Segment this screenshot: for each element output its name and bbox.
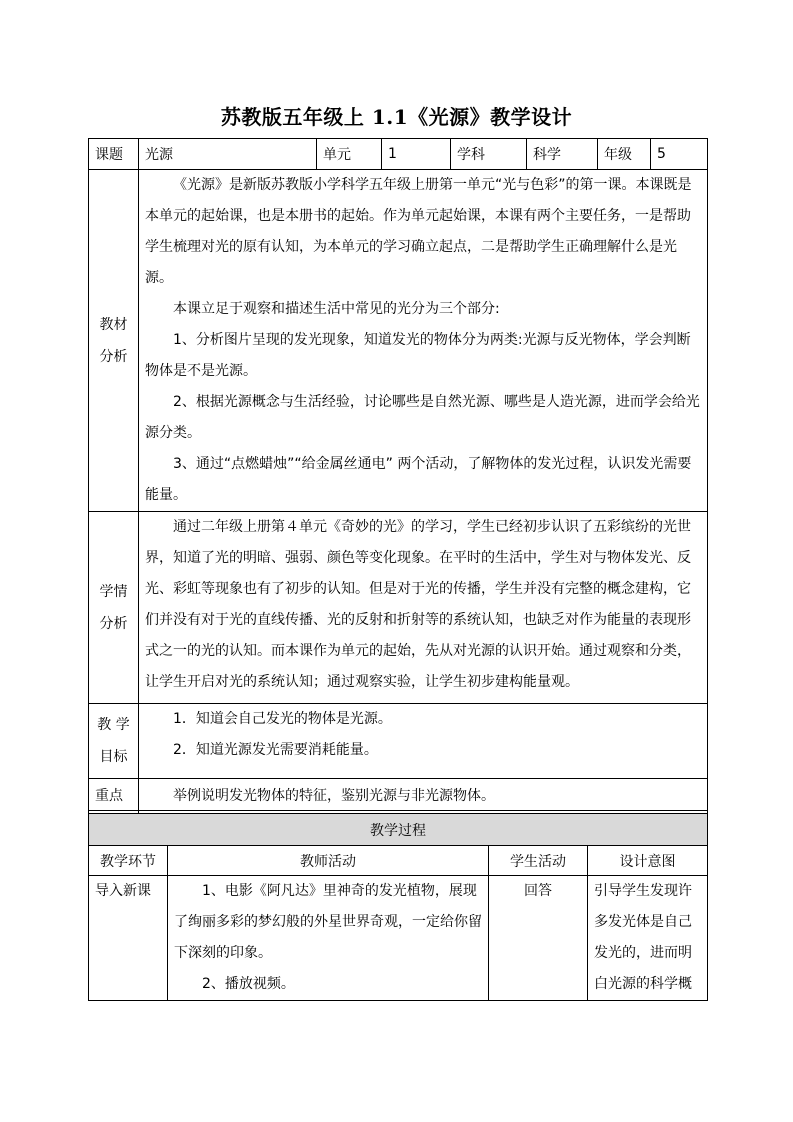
column-header-stage: 教学环节 (89, 846, 168, 876)
student-analysis-content (139, 512, 708, 704)
textbook-paragraph: 1、分析图片呈现的发光现象，知道发光的物体分为两类:光源与反光物体，学会判断物体是不是光源。 (145, 332, 691, 379)
textbook-analysis-row (89, 170, 708, 512)
objectives-row (89, 704, 708, 779)
teaching-process-table (88, 813, 708, 1001)
process-title-row (89, 814, 708, 846)
teacher-activity-line: 1、电影《阿凡达》里神奇的发光植物，展现了绚丽多彩的梦幻般的外星世界奇观，一定给你留下深刻的印象。 (174, 883, 482, 961)
column-header-teacher: 教师活动 (168, 846, 489, 876)
objective-item: 2．知道光源发光需要消耗能量。 (173, 742, 378, 758)
stage-cell: 导入新课 (89, 876, 168, 1001)
objectives-label-line1: 教 学 (97, 717, 130, 733)
column-header-intent: 设计意图 (588, 846, 708, 876)
teacher-activity-line: 2、播放视频。 (202, 976, 295, 992)
document-title: 苏教版五年级上 1.1《光源》教学设计 (220, 105, 573, 129)
course-label: 课题 (89, 139, 139, 170)
process-row-intro (89, 876, 708, 1001)
objectives-label (89, 704, 139, 779)
textbook-analysis-label (89, 170, 139, 512)
unit-value: 1 (382, 139, 451, 170)
column-header-student: 学生活动 (489, 846, 588, 876)
process-section-title: 教学过程 (89, 814, 708, 846)
unit-label: 单元 (317, 139, 382, 170)
student-activity-cell: 回答 (489, 876, 588, 1001)
student-analysis-label-line2: 分析 (99, 615, 128, 632)
textbook-paragraph: 2、根据光源概念与生活经验，讨论哪些是自然光源、哪些是人造光源，进而学会给光源分类。 (145, 394, 700, 441)
key-point-label: 重点 (89, 779, 139, 811)
process-header-row (89, 846, 708, 876)
objectives-label-line2: 目标 (99, 749, 128, 765)
student-analysis-label-line1: 学情 (99, 583, 128, 600)
student-analysis-label (89, 512, 139, 704)
key-point-text: 举例说明发光物体的特征，鉴别光源与非光源物体。 (139, 779, 708, 811)
student-analysis-row (89, 512, 708, 704)
header-row (89, 139, 708, 170)
grade-value: 5 (651, 139, 708, 170)
student-analysis-paragraph: 通过二年级上册第４单元《奇妙的光》的学习，学生已经初步认识了五彩缤纷的光世界，知道了光的明暗、强弱、颜色等变化现象。在平时的生活中，学生对与物体发光、反光、彩虹等现象也有了初步的认知。但是对于光的传播，学生并没有完整的概念建构，它们并没有对于光的直线传播、光的反射和折射等的系统认知，也缺乏对作为能量的表现形式之一的光的认知。而本课作为单元的起始，先从对光源的认识开始。通过观察和分类，让学生开启对光的系统认知；通过观察实验，让学生初步建构能量观。 (145, 519, 691, 690)
textbook-analysis-label-line1: 教材 (99, 316, 128, 333)
course-value: 光源 (139, 139, 317, 170)
subject-label: 学科 (451, 139, 527, 170)
textbook-analysis-content (139, 170, 708, 512)
lesson-info-table (88, 138, 708, 843)
textbook-paragraph: 3、通过“点燃蜡烛”“给金属丝通电” 两个活动，了解物体的发光过程，认识发光需要能量。 (145, 456, 692, 503)
grade-label: 年级 (598, 139, 651, 170)
textbook-paragraph: 本课立足于观察和描述生活中常见的光分为三个部分: (173, 301, 500, 317)
teacher-activity-cell (168, 876, 489, 1001)
textbook-analysis-label-line2: 分析 (99, 348, 128, 365)
textbook-paragraph: 《光源》是新版苏教版小学科学五年级上册第一单元“光与色彩”的第一课。本课既是本单元的起始课，也是本册书的起始。作为单元起始课，本课有两个主要任务，一是帮助学生梳理对光的原有认知，为本单元的学习确立起点，二是帮助学生正确理解什么是光源。 (145, 177, 692, 286)
design-intent-cell: 引导学生发现许多发光体是自己发光的，进而明白光源的科学概 (588, 876, 708, 1001)
objective-item: 1．知道会自己发光的物体是光源。 (173, 711, 392, 727)
key-point-row (89, 779, 708, 811)
objectives-content (139, 704, 708, 779)
subject-value: 科学 (527, 139, 598, 170)
